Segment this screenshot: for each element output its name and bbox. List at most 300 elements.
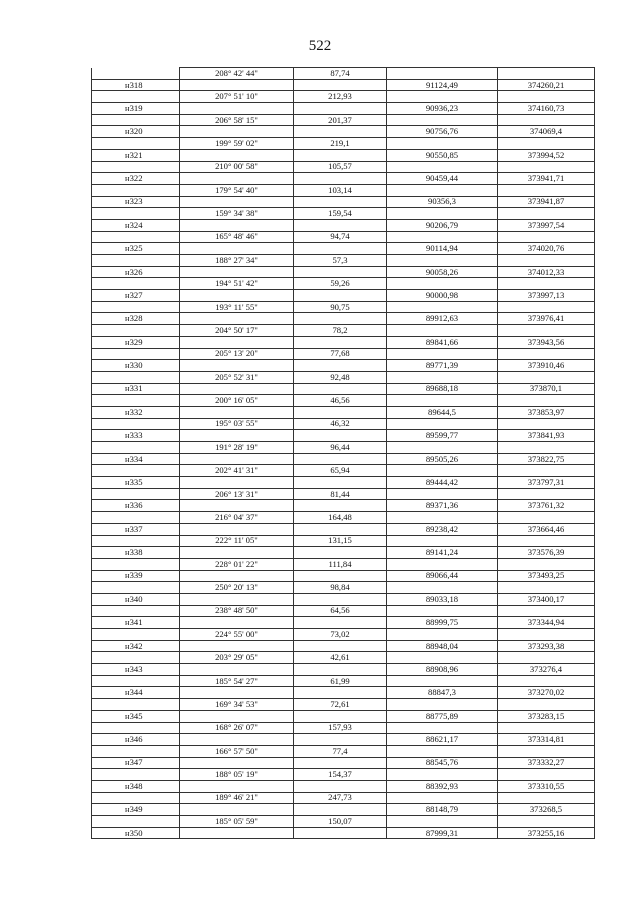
x-coordinate-cell	[387, 442, 498, 454]
point-row	[92, 477, 595, 489]
y-coordinate-cell: 373822,75	[498, 453, 595, 465]
point-name-cell: н326	[92, 266, 180, 278]
x-coordinate-cell: 89141,24	[387, 547, 498, 559]
y-coordinate-cell: 373493,25	[498, 570, 595, 582]
point-name-cell	[92, 792, 180, 804]
y-coordinate-cell	[498, 722, 595, 734]
x-coordinate-cell	[387, 114, 498, 126]
x-coordinate-cell: 90550,85	[387, 149, 498, 161]
point-name-cell: н324	[92, 219, 180, 231]
point-name-cell: н331	[92, 383, 180, 395]
y-coordinate-cell: 373941,71	[498, 173, 595, 185]
point-name-cell	[92, 231, 180, 243]
y-coordinate-cell: 373870,1	[498, 383, 595, 395]
y-coordinate-cell	[498, 652, 595, 664]
distance-cell	[294, 477, 387, 489]
y-coordinate-cell	[498, 348, 595, 360]
point-name-cell	[92, 769, 180, 781]
point-name-cell	[92, 652, 180, 664]
y-coordinate-cell: 374020,76	[498, 243, 595, 255]
y-coordinate-cell	[498, 699, 595, 711]
direction-angle-cell: 206° 13' 31"	[180, 488, 294, 500]
segment-row	[92, 722, 595, 734]
point-name-cell: н332	[92, 406, 180, 418]
coordinates-table-body	[92, 68, 595, 839]
direction-angle-cell	[180, 196, 294, 208]
distance-cell: 157,93	[294, 722, 387, 734]
point-name-cell: н322	[92, 173, 180, 185]
point-name-cell	[92, 301, 180, 313]
y-coordinate-cell	[498, 465, 595, 477]
y-coordinate-cell	[498, 512, 595, 524]
point-row	[92, 219, 595, 231]
x-coordinate-cell	[387, 138, 498, 150]
point-name-cell	[92, 68, 180, 80]
segment-row	[92, 629, 595, 641]
direction-angle-cell	[180, 617, 294, 629]
y-coordinate-cell	[498, 278, 595, 290]
y-coordinate-cell: 374260,21	[498, 79, 595, 91]
segment-row	[92, 558, 595, 570]
distance-cell	[294, 804, 387, 816]
y-coordinate-cell: 373268,5	[498, 804, 595, 816]
distance-cell: 61,99	[294, 675, 387, 687]
distance-cell: 159,54	[294, 208, 387, 220]
x-coordinate-cell: 88847,3	[387, 687, 498, 699]
direction-angle-cell: 207° 51' 10"	[180, 91, 294, 103]
distance-cell	[294, 570, 387, 582]
direction-angle-cell: 165° 48' 46"	[180, 231, 294, 243]
segment-row	[92, 138, 595, 150]
point-name-cell: н328	[92, 313, 180, 325]
distance-cell	[294, 734, 387, 746]
distance-cell: 103,14	[294, 184, 387, 196]
x-coordinate-cell	[387, 371, 498, 383]
distance-cell: 77,68	[294, 348, 387, 360]
segment-row	[92, 208, 595, 220]
y-coordinate-cell	[498, 91, 595, 103]
direction-angle-cell	[180, 406, 294, 418]
segment-row	[92, 535, 595, 547]
point-name-cell	[92, 558, 180, 570]
point-name-cell: н330	[92, 360, 180, 372]
y-coordinate-cell: 373664,46	[498, 523, 595, 535]
x-coordinate-cell	[387, 418, 498, 430]
direction-angle-cell: 228° 01' 22"	[180, 558, 294, 570]
point-row	[92, 453, 595, 465]
y-coordinate-cell	[498, 745, 595, 757]
distance-cell	[294, 126, 387, 138]
distance-cell: 131,15	[294, 535, 387, 547]
y-coordinate-cell: 373976,41	[498, 313, 595, 325]
direction-angle-cell: 204° 50' 17"	[180, 325, 294, 337]
point-name-cell: н340	[92, 593, 180, 605]
x-coordinate-cell	[387, 278, 498, 290]
distance-cell: 105,57	[294, 161, 387, 173]
point-row	[92, 173, 595, 185]
distance-cell	[294, 336, 387, 348]
distance-cell	[294, 290, 387, 302]
x-coordinate-cell: 88948,04	[387, 640, 498, 652]
point-name-cell	[92, 371, 180, 383]
x-coordinate-cell	[387, 91, 498, 103]
y-coordinate-cell	[498, 138, 595, 150]
distance-cell: 73,02	[294, 629, 387, 641]
distance-cell: 98,84	[294, 582, 387, 594]
distance-cell	[294, 687, 387, 699]
segment-row	[92, 465, 595, 477]
point-row	[92, 757, 595, 769]
direction-angle-cell: 216° 04' 37"	[180, 512, 294, 524]
y-coordinate-cell	[498, 231, 595, 243]
point-row	[92, 710, 595, 722]
point-name-cell	[92, 138, 180, 150]
y-coordinate-cell: 373841,93	[498, 430, 595, 442]
y-coordinate-cell: 373576,39	[498, 547, 595, 559]
direction-angle-cell	[180, 687, 294, 699]
point-name-cell	[92, 91, 180, 103]
y-coordinate-cell	[498, 488, 595, 500]
y-coordinate-cell	[498, 208, 595, 220]
y-coordinate-cell: 373797,31	[498, 477, 595, 489]
direction-angle-cell: 193° 11' 55"	[180, 301, 294, 313]
distance-cell	[294, 664, 387, 676]
y-coordinate-cell	[498, 418, 595, 430]
segment-row	[92, 91, 595, 103]
x-coordinate-cell: 88392,93	[387, 780, 498, 792]
point-name-cell	[92, 629, 180, 641]
x-coordinate-cell	[387, 512, 498, 524]
point-name-cell	[92, 278, 180, 290]
y-coordinate-cell	[498, 605, 595, 617]
distance-cell: 57,3	[294, 255, 387, 267]
point-name-cell	[92, 255, 180, 267]
x-coordinate-cell: 89912,63	[387, 313, 498, 325]
direction-angle-cell	[180, 360, 294, 372]
direction-angle-cell: 188° 05' 19"	[180, 769, 294, 781]
x-coordinate-cell	[387, 675, 498, 687]
point-name-cell: н334	[92, 453, 180, 465]
direction-angle-cell	[180, 266, 294, 278]
distance-cell	[294, 243, 387, 255]
distance-cell	[294, 103, 387, 115]
direction-angle-cell	[180, 780, 294, 792]
distance-cell	[294, 173, 387, 185]
point-name-cell	[92, 722, 180, 734]
direction-angle-cell	[180, 219, 294, 231]
direction-angle-cell	[180, 593, 294, 605]
direction-angle-cell: 202° 41' 31"	[180, 465, 294, 477]
y-coordinate-cell	[498, 68, 595, 80]
segment-row	[92, 395, 595, 407]
y-coordinate-cell: 373910,46	[498, 360, 595, 372]
point-row	[92, 827, 595, 839]
point-name-cell: н346	[92, 734, 180, 746]
segment-row	[92, 278, 595, 290]
point-row	[92, 780, 595, 792]
x-coordinate-cell: 88545,76	[387, 757, 498, 769]
distance-cell	[294, 383, 387, 395]
direction-angle-cell	[180, 336, 294, 348]
point-row	[92, 664, 595, 676]
direction-angle-cell: 189° 46' 21"	[180, 792, 294, 804]
x-coordinate-cell: 89599,77	[387, 430, 498, 442]
distance-cell	[294, 313, 387, 325]
x-coordinate-cell	[387, 582, 498, 594]
point-name-cell	[92, 699, 180, 711]
distance-cell: 219,1	[294, 138, 387, 150]
direction-angle-cell: 194° 51' 42"	[180, 278, 294, 290]
distance-cell: 201,37	[294, 114, 387, 126]
x-coordinate-cell	[387, 68, 498, 80]
segment-row	[92, 745, 595, 757]
point-name-cell	[92, 161, 180, 173]
point-row	[92, 126, 595, 138]
direction-angle-cell	[180, 453, 294, 465]
direction-angle-cell	[180, 827, 294, 839]
y-coordinate-cell	[498, 395, 595, 407]
y-coordinate-cell	[498, 371, 595, 383]
direction-angle-cell	[180, 103, 294, 115]
distance-cell: 42,61	[294, 652, 387, 664]
segment-row	[92, 418, 595, 430]
point-name-cell: н333	[92, 430, 180, 442]
direction-angle-cell: 206° 58' 15"	[180, 114, 294, 126]
direction-angle-cell	[180, 523, 294, 535]
point-name-cell: н321	[92, 149, 180, 161]
y-coordinate-cell: 373344,94	[498, 617, 595, 629]
point-name-cell: н335	[92, 477, 180, 489]
point-name-cell	[92, 395, 180, 407]
point-name-cell	[92, 465, 180, 477]
point-row	[92, 593, 595, 605]
distance-cell	[294, 500, 387, 512]
x-coordinate-cell: 88908,96	[387, 664, 498, 676]
point-name-cell	[92, 114, 180, 126]
y-coordinate-cell: 373310,55	[498, 780, 595, 792]
direction-angle-cell	[180, 547, 294, 559]
y-coordinate-cell	[498, 325, 595, 337]
distance-cell: 59,26	[294, 278, 387, 290]
point-row	[92, 103, 595, 115]
segment-row	[92, 605, 595, 617]
distance-cell	[294, 219, 387, 231]
segment-row	[92, 255, 595, 267]
distance-cell	[294, 523, 387, 535]
x-coordinate-cell: 89688,18	[387, 383, 498, 395]
distance-cell	[294, 149, 387, 161]
y-coordinate-cell: 373276,4	[498, 664, 595, 676]
y-coordinate-cell	[498, 769, 595, 781]
direction-angle-cell	[180, 757, 294, 769]
point-name-cell: н323	[92, 196, 180, 208]
direction-angle-cell: 250° 20' 13"	[180, 582, 294, 594]
x-coordinate-cell	[387, 301, 498, 313]
point-row	[92, 804, 595, 816]
distance-cell: 92,48	[294, 371, 387, 383]
point-name-cell: н349	[92, 804, 180, 816]
point-name-cell: н348	[92, 780, 180, 792]
x-coordinate-cell	[387, 652, 498, 664]
x-coordinate-cell: 88621,17	[387, 734, 498, 746]
x-coordinate-cell: 89505,26	[387, 453, 498, 465]
distance-cell	[294, 430, 387, 442]
x-coordinate-cell: 89371,36	[387, 500, 498, 512]
y-coordinate-cell	[498, 535, 595, 547]
distance-cell: 111,84	[294, 558, 387, 570]
segment-row	[92, 231, 595, 243]
distance-cell: 154,37	[294, 769, 387, 781]
point-name-cell	[92, 442, 180, 454]
direction-angle-cell	[180, 734, 294, 746]
x-coordinate-cell	[387, 255, 498, 267]
point-row	[92, 617, 595, 629]
y-coordinate-cell	[498, 558, 595, 570]
point-row	[92, 79, 595, 91]
y-coordinate-cell: 373997,13	[498, 290, 595, 302]
y-coordinate-cell: 373943,56	[498, 336, 595, 348]
point-name-cell	[92, 816, 180, 828]
x-coordinate-cell: 88148,79	[387, 804, 498, 816]
direction-angle-cell	[180, 804, 294, 816]
segment-row	[92, 512, 595, 524]
point-name-cell: н347	[92, 757, 180, 769]
point-name-cell	[92, 745, 180, 757]
x-coordinate-cell: 89841,66	[387, 336, 498, 348]
distance-cell: 87,74	[294, 68, 387, 80]
distance-cell: 164,48	[294, 512, 387, 524]
distance-cell	[294, 593, 387, 605]
x-coordinate-cell	[387, 184, 498, 196]
distance-cell	[294, 780, 387, 792]
distance-cell: 72,61	[294, 699, 387, 711]
direction-angle-cell: 159° 34' 38"	[180, 208, 294, 220]
y-coordinate-cell: 374069,4	[498, 126, 595, 138]
distance-cell: 90,75	[294, 301, 387, 313]
point-name-cell	[92, 325, 180, 337]
y-coordinate-cell	[498, 255, 595, 267]
y-coordinate-cell: 373400,17	[498, 593, 595, 605]
direction-angle-cell	[180, 313, 294, 325]
distance-cell	[294, 453, 387, 465]
x-coordinate-cell: 90356,3	[387, 196, 498, 208]
direction-angle-cell	[180, 477, 294, 489]
segment-row	[92, 442, 595, 454]
x-coordinate-cell: 91124,49	[387, 79, 498, 91]
x-coordinate-cell: 90756,76	[387, 126, 498, 138]
x-coordinate-cell	[387, 465, 498, 477]
point-row	[92, 336, 595, 348]
direction-angle-cell	[180, 500, 294, 512]
direction-angle-cell	[180, 383, 294, 395]
point-name-cell: н345	[92, 710, 180, 722]
direction-angle-cell: 199° 59' 02"	[180, 138, 294, 150]
direction-angle-cell: 200° 16' 05"	[180, 395, 294, 407]
segment-row	[92, 301, 595, 313]
direction-angle-cell: 222° 11' 05"	[180, 535, 294, 547]
x-coordinate-cell: 90459,44	[387, 173, 498, 185]
point-row	[92, 430, 595, 442]
direction-angle-cell: 179° 54' 40"	[180, 184, 294, 196]
x-coordinate-cell	[387, 792, 498, 804]
y-coordinate-cell: 373997,54	[498, 219, 595, 231]
x-coordinate-cell	[387, 629, 498, 641]
point-row	[92, 266, 595, 278]
point-row	[92, 640, 595, 652]
segment-row	[92, 371, 595, 383]
point-name-cell	[92, 418, 180, 430]
y-coordinate-cell: 373293,38	[498, 640, 595, 652]
direction-angle-cell: 188° 27' 34"	[180, 255, 294, 267]
direction-angle-cell	[180, 570, 294, 582]
point-name-cell: н339	[92, 570, 180, 582]
x-coordinate-cell: 90114,94	[387, 243, 498, 255]
segment-row	[92, 68, 595, 80]
x-coordinate-cell: 89238,42	[387, 523, 498, 535]
y-coordinate-cell	[498, 675, 595, 687]
x-coordinate-cell: 88775,89	[387, 710, 498, 722]
distance-cell	[294, 406, 387, 418]
point-name-cell	[92, 582, 180, 594]
x-coordinate-cell	[387, 325, 498, 337]
y-coordinate-cell	[498, 629, 595, 641]
direction-angle-cell: 238° 48' 50"	[180, 605, 294, 617]
point-name-cell: н337	[92, 523, 180, 535]
x-coordinate-cell: 90936,23	[387, 103, 498, 115]
direction-angle-cell: 191° 28' 19"	[180, 442, 294, 454]
y-coordinate-cell	[498, 114, 595, 126]
direction-angle-cell: 168° 26' 07"	[180, 722, 294, 734]
distance-cell: 81,44	[294, 488, 387, 500]
point-name-cell: н318	[92, 79, 180, 91]
point-row	[92, 196, 595, 208]
point-row	[92, 383, 595, 395]
point-row	[92, 734, 595, 746]
distance-cell	[294, 710, 387, 722]
point-row	[92, 290, 595, 302]
x-coordinate-cell: 88999,75	[387, 617, 498, 629]
segment-row	[92, 161, 595, 173]
point-name-cell	[92, 605, 180, 617]
distance-cell	[294, 79, 387, 91]
point-name-cell	[92, 208, 180, 220]
x-coordinate-cell: 89066,44	[387, 570, 498, 582]
segment-row	[92, 114, 595, 126]
y-coordinate-cell: 373270,02	[498, 687, 595, 699]
direction-angle-cell: 169° 34' 53"	[180, 699, 294, 711]
point-row	[92, 360, 595, 372]
direction-angle-cell	[180, 126, 294, 138]
direction-angle-cell: 195° 03' 55"	[180, 418, 294, 430]
x-coordinate-cell: 89771,39	[387, 360, 498, 372]
distance-cell: 94,74	[294, 231, 387, 243]
distance-cell: 65,94	[294, 465, 387, 477]
direction-angle-cell	[180, 430, 294, 442]
point-name-cell	[92, 675, 180, 687]
y-coordinate-cell	[498, 301, 595, 313]
point-name-cell	[92, 488, 180, 500]
segment-row	[92, 652, 595, 664]
point-name-cell: н325	[92, 243, 180, 255]
y-coordinate-cell: 373994,52	[498, 149, 595, 161]
distance-cell: 212,93	[294, 91, 387, 103]
distance-cell: 46,32	[294, 418, 387, 430]
segment-row	[92, 184, 595, 196]
segment-row	[92, 699, 595, 711]
x-coordinate-cell	[387, 722, 498, 734]
segment-row	[92, 325, 595, 337]
y-coordinate-cell: 373853,97	[498, 406, 595, 418]
